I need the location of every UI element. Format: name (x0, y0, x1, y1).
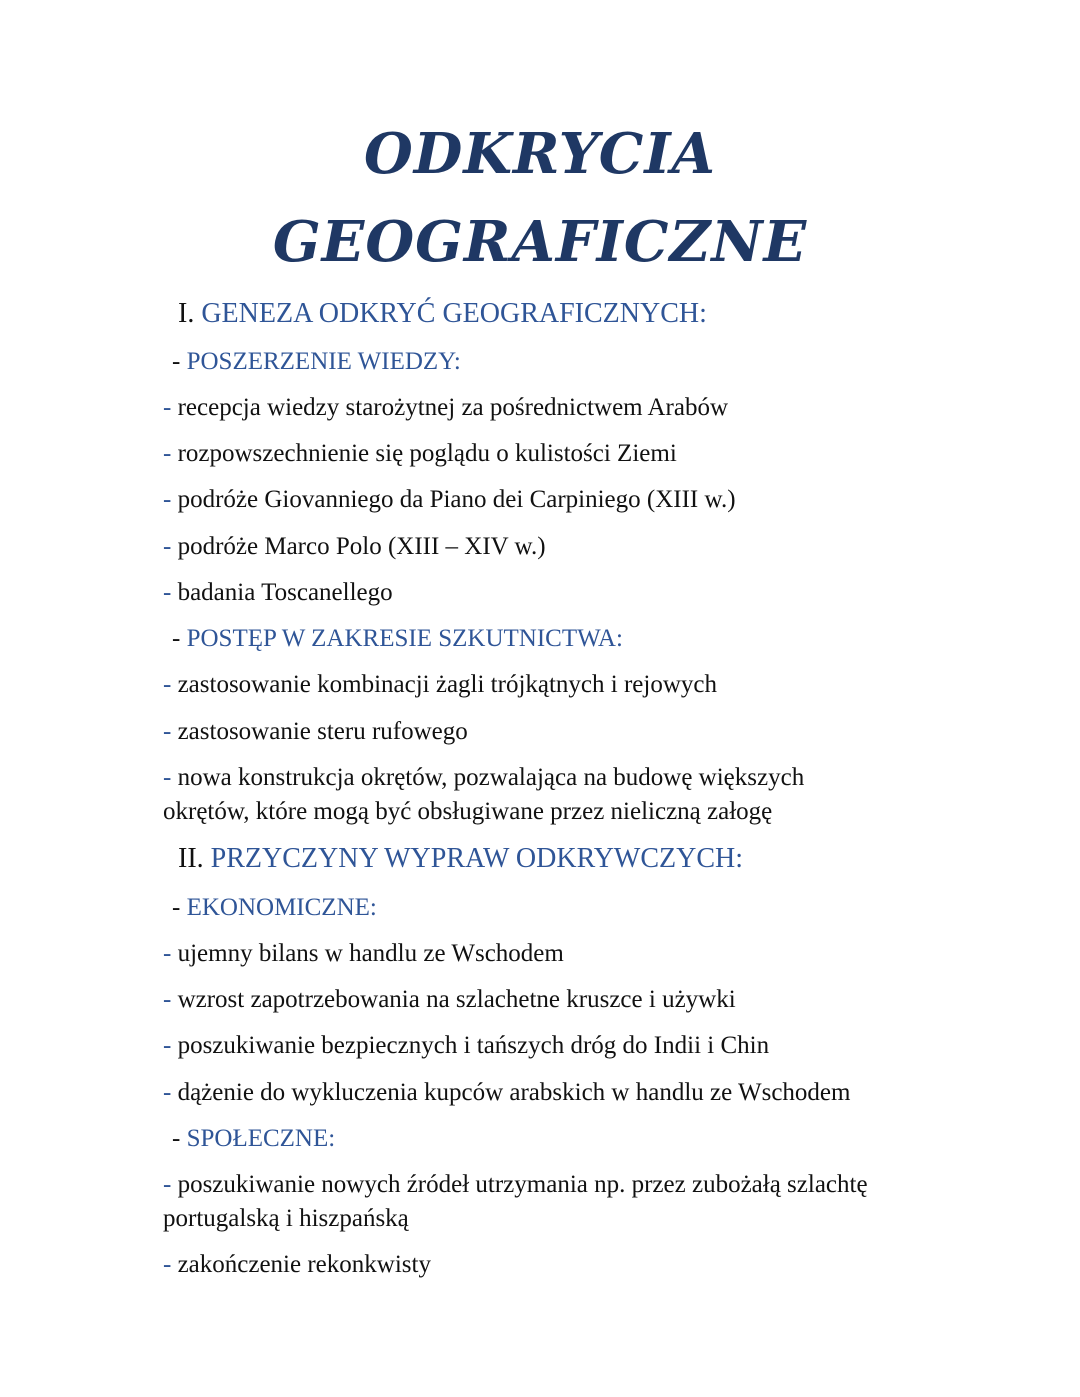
dash-marker: - (172, 625, 181, 652)
dash-marker: - (163, 764, 172, 791)
list-item-text: badania Toscanellego (177, 579, 393, 606)
list-item-text: podróże Marco Polo (XIII – XIV w.) (177, 533, 546, 560)
list-item-continuation (163, 1203, 409, 1235)
list-item (163, 716, 468, 748)
list-item (163, 938, 564, 970)
list-item (163, 1030, 769, 1062)
subsection-label: SPOŁECZNE: (186, 1125, 336, 1152)
section-heading-1 (178, 298, 707, 330)
dash-marker: - (163, 486, 172, 513)
list-item (163, 984, 736, 1016)
document-title-line-1: ODKRYCIA (363, 121, 717, 187)
subsection-heading (172, 623, 623, 655)
list-item-text: portugalską i hiszpańską (163, 1205, 409, 1232)
dash-marker: - (172, 1125, 181, 1152)
dash-marker: - (163, 1251, 172, 1278)
dash-marker: - (172, 894, 181, 921)
section-heading-text: GENEZA ODKRYĆ GEOGRAFICZNYCH: (201, 298, 707, 329)
list-item-text: zastosowanie steru rufowego (177, 718, 468, 745)
list-item-text: wzrost zapotrzebowania na szlachetne kruszce i używki (177, 986, 736, 1013)
list-item-text: dążenie do wykluczenia kupców arabskich w handlu ze Wschodem (177, 1079, 851, 1106)
list-item (163, 1077, 850, 1109)
list-item (163, 484, 736, 516)
dash-marker: - (163, 1079, 172, 1106)
dash-marker: - (172, 348, 181, 375)
list-item-text: zastosowanie kombinacji żagli trójkątnych i rejowych (177, 671, 717, 698)
dash-marker: - (163, 579, 172, 606)
subsection-label: POSTĘP W ZAKRESIE SZKUTNICTWA: (186, 625, 623, 652)
list-item-text: zakończenie rekonkwisty (177, 1251, 431, 1278)
subsection-heading (172, 346, 461, 378)
subsection-heading (172, 1123, 335, 1155)
dash-marker: - (163, 533, 172, 560)
dash-marker: - (163, 671, 172, 698)
list-item (163, 392, 728, 424)
list-item-text: poszukiwanie bezpiecznych i tańszych dróg do Indii i Chin (177, 1032, 770, 1059)
subsection-label: POSZERZENIE WIEDZY: (186, 348, 461, 375)
list-item (163, 438, 677, 470)
list-item-text: okrętów, które mogą być obsługiwane przez nieliczną załogę (163, 798, 773, 825)
list-item (163, 531, 546, 563)
list-item-text: poszukiwanie nowych źródeł utrzymania np. przez zubożałą szlachtę (177, 1171, 868, 1198)
subsection-heading (172, 892, 377, 924)
dash-marker: - (163, 718, 172, 745)
list-item (163, 577, 393, 609)
dash-marker: - (163, 1171, 172, 1198)
list-item (163, 1169, 868, 1201)
section-numeral: I. (178, 298, 195, 329)
section-heading-2 (178, 843, 743, 875)
list-item-text: nowa konstrukcja okrętów, pozwalająca na budowę większych (177, 764, 805, 791)
subsection-label: EKONOMICZNE: (186, 894, 377, 921)
list-item-text: podróże Giovanniego da Piano dei Carpiniego (XIII w.) (177, 486, 736, 513)
list-item-text: ujemny bilans w handlu ze Wschodem (177, 940, 564, 967)
list-item-continuation (163, 796, 772, 828)
section-heading-text: PRZYCZYNY WYPRAW ODKRYWCZYCH: (210, 843, 744, 874)
dash-marker: - (163, 1032, 172, 1059)
section-numeral: II. (178, 843, 204, 874)
dash-marker: - (163, 986, 172, 1013)
list-item (163, 762, 804, 794)
list-item (163, 669, 717, 701)
dash-marker: - (163, 940, 172, 967)
document-title-line-2: GEOGRAFICZNE (272, 209, 808, 275)
list-item (163, 1249, 431, 1281)
list-item-text: recepcja wiedzy starożytnej za pośrednictwem Arabów (177, 394, 729, 421)
list-item-text: rozpowszechnienie się poglądu o kulistości Ziemi (177, 440, 677, 467)
dash-marker: - (163, 394, 172, 421)
dash-marker: - (163, 440, 172, 467)
